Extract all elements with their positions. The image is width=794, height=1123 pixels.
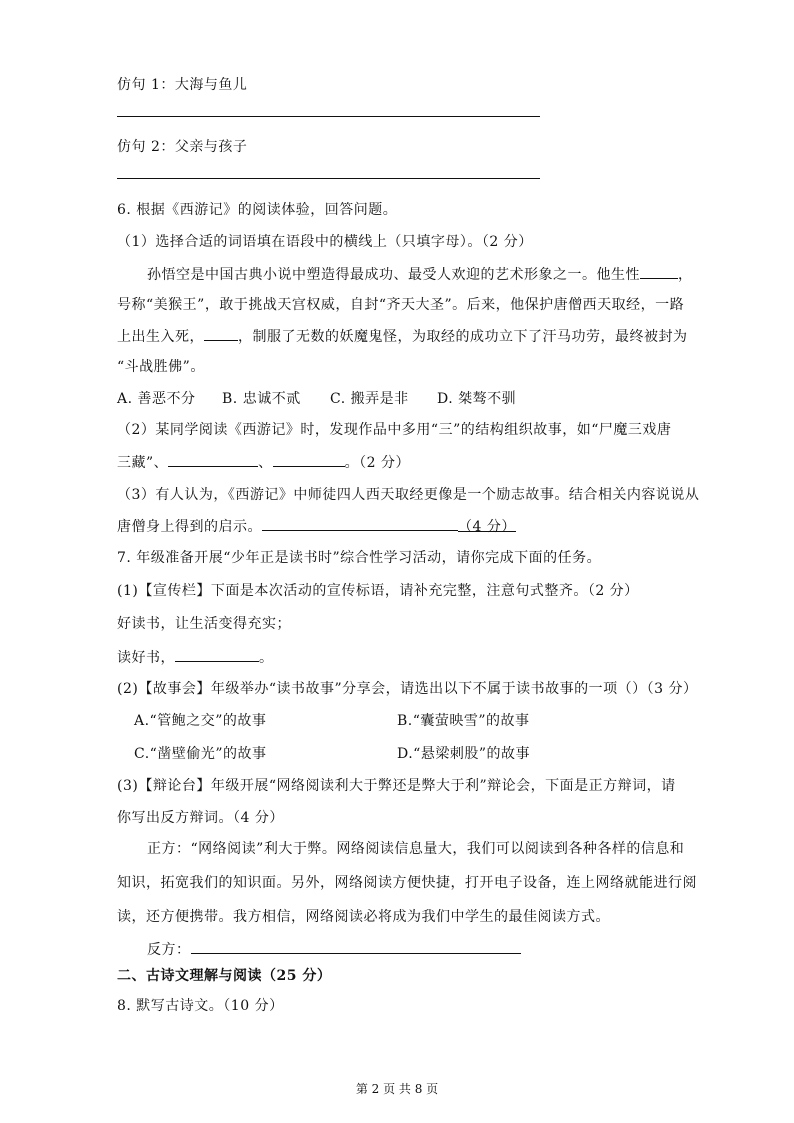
q7-pro-line2: 知识，拓宽我们的知识面。另外，网络阅读方便快捷，打开电子设备，连上网络就能进行阅	[117, 875, 697, 891]
q6-paragraph-line4: “斗战胜佛”。	[117, 359, 205, 375]
blank-3[interactable]	[168, 452, 258, 467]
blank-5[interactable]	[262, 516, 458, 531]
q7-part1-title: (1)【宣传栏】下面是本次活动的宣传标语，请补充完整，注意句式整齐。（2 分）	[117, 583, 639, 599]
q8-title: 8. 默写古诗文。（10 分）	[117, 998, 284, 1014]
section2-title: 二、古诗文理解与阅读（25 分）	[117, 968, 332, 984]
q7-pro-line1: 正方：“网络阅读”利大于弊。网络阅读信息量大，我们可以阅读到各种各样的信息和	[147, 841, 685, 857]
q7-part3-line2: 你写出反方辩词。（4 分）	[117, 810, 284, 826]
q6-paragraph-text: ，	[678, 267, 693, 283]
answer-line-con[interactable]	[191, 939, 521, 954]
q6-paragraph-line3	[117, 326, 688, 347]
q7-option-b: B.“囊萤映雪”的故事	[397, 713, 530, 729]
q6-part1-title: （1）选择合适的词语填在语段中的横线上（只填字母）。（2 分）	[117, 234, 533, 250]
q6-part2-text: 。（2 分）	[344, 455, 411, 471]
page-footer: 第 2 页 共 8 页	[355, 1082, 439, 1096]
q6-option-b: B. 忠诚不贰	[222, 391, 301, 407]
blank-1[interactable]	[640, 264, 678, 279]
q6-part3-text: 唐僧身上得到的启示。	[117, 519, 262, 535]
q7-title: 7. 年级准备开展“少年正是读书时”综合性学习活动，请你完成下面的任务。	[117, 550, 602, 566]
imitation-2-label: 仿句 2：父亲与孩子	[117, 139, 248, 155]
q6-part2-line2	[117, 452, 410, 473]
q7-part3-line1: (3)【辩论台】年级开展“网络阅读利大于弊还是弊大于利”辩论会，下面是正方辩词，请	[117, 778, 676, 794]
blank-4[interactable]	[273, 452, 345, 467]
blank-2[interactable]	[204, 326, 238, 341]
q6-part2-line1: （2）某同学阅读《西游记》时，发现作品中多用“三”的结构组织故事，如“尸魔三戏唐	[117, 422, 672, 438]
q7-con-label: 反方：	[147, 942, 191, 958]
q7-option-a: A.“管鲍之交”的故事	[134, 713, 267, 729]
q6-part3-line1: （3）有人认为，《西游记》中师徒四人西天取经更像是一个励志故事。结合相关内容说说从	[117, 487, 700, 503]
q7-con-line	[147, 939, 521, 960]
q7-option-c: C.“凿壁偷光”的故事	[134, 746, 267, 762]
q7-slogan-text: 读好书，	[117, 650, 175, 666]
q6-paragraph-text: 孙悟空是中国古典小说中塑造得最成功、最受人欢迎的艺术形象之一。他生性	[147, 267, 640, 283]
q6-part2-text: 、	[258, 455, 273, 471]
q6-paragraph-line2: 号称“美猴王”，敢于挑战天宫权威，自封“齐天大圣”。后来，他保护唐僧西天取经，一路	[117, 297, 685, 313]
q6-option-c: C. 搬弄是非	[330, 391, 409, 407]
q6-part3-score: （4 分）	[458, 519, 516, 535]
answer-line-imitation-2[interactable]	[117, 178, 540, 179]
q6-option-a: A. 善恶不分	[117, 391, 196, 407]
q6-option-d: D. 桀骜不驯	[437, 391, 517, 407]
q6-paragraph-text: ，制服了无数的妖魔鬼怪，为取经的成功立下了汗马功劳，最终被封为	[238, 329, 688, 345]
q7-slogan-1: 好读书，让生活变得充实；	[117, 616, 291, 632]
q7-slogan-2	[117, 647, 274, 668]
blank-6[interactable]	[175, 647, 259, 662]
q7-slogan-text: 。	[259, 650, 274, 666]
q6-paragraph-line1	[147, 264, 693, 285]
imitation-1-label: 仿句 1：大海与鱼儿	[117, 77, 248, 93]
answer-line-imitation-1[interactable]	[117, 116, 540, 117]
q7-pro-line3: 读，还方便携带。我方相信，网络阅读必将成为我们中学生的最佳阅读方式。	[117, 909, 610, 925]
q6-part3-line2	[117, 516, 516, 537]
q6-title: 6. 根据《西游记》的阅读体验，回答问题。	[117, 202, 398, 218]
q7-part2-title: (2)【故事会】年级举办“读书故事”分享会，请选出以下不属于读书故事的一项（）（3 分）	[117, 681, 698, 697]
q6-part2-text: 三藏”、	[117, 455, 169, 471]
q6-paragraph-text: 上出生入死，	[117, 329, 204, 345]
q7-option-d: D.“悬梁刺股”的故事	[397, 746, 530, 762]
